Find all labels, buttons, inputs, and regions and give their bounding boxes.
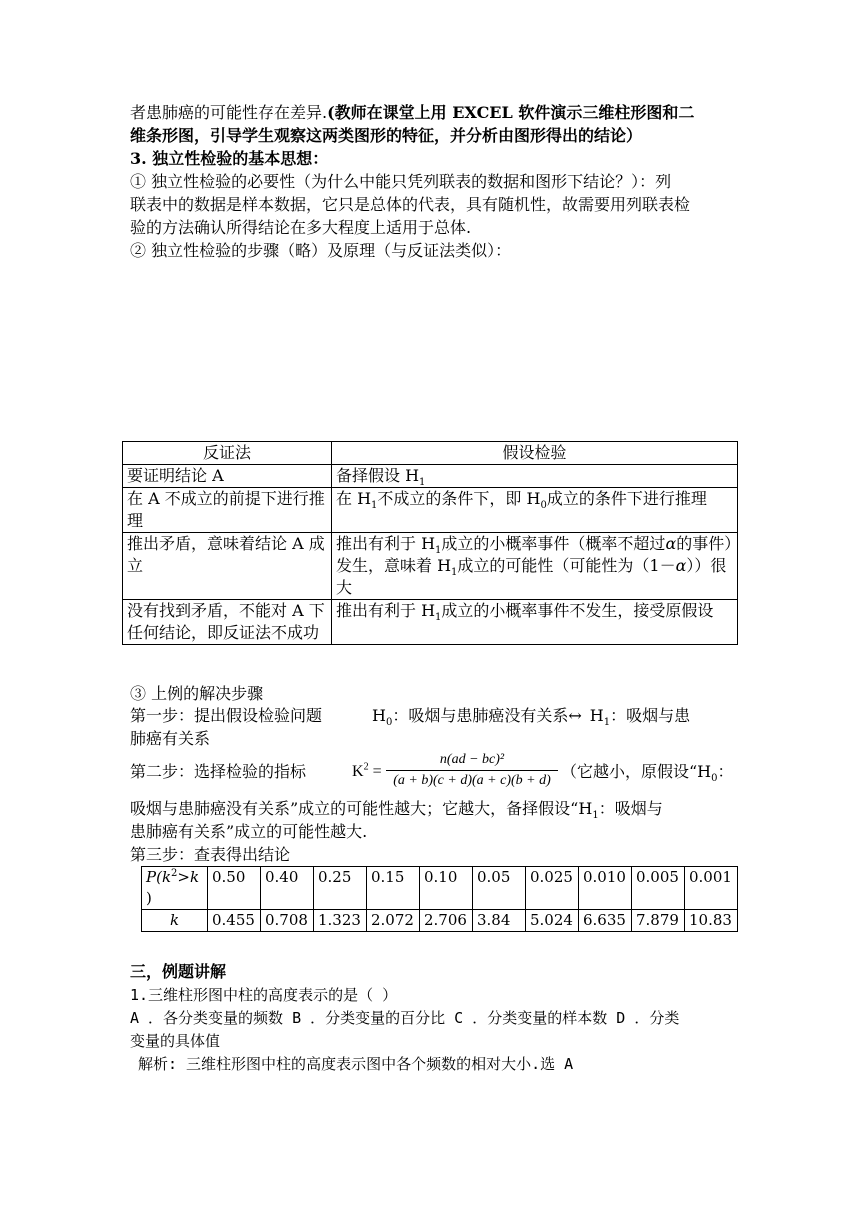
step-1-line-1 — [130, 706, 691, 729]
question-1: 1.三维柱形图中柱的高度表示的是（ ） — [130, 986, 398, 1004]
k-value-row — [142, 910, 738, 932]
table-cell-right — [332, 488, 738, 533]
p-label-text: >k — [177, 868, 200, 886]
k-letter: K — [352, 763, 364, 780]
question-1-options-line-1: A ．各分类变量的频数 B ．分类变量的百分比 C ．分类变量的样本数 D ．分类 — [130, 1009, 680, 1027]
p-value-cell: 0.010 — [579, 867, 632, 910]
cell-text: 成立的可能性（可能性为（1－ — [457, 556, 676, 575]
subscript: 1 — [451, 567, 458, 579]
equals-sign: = — [372, 763, 382, 780]
question-1-options-line-2: 变量的具体值 — [130, 1032, 221, 1050]
section-3-p2: ② 独立性检验的步骤（略）及原理（与反证法类似）： — [130, 241, 512, 260]
k-value-cell: 2.706 — [420, 910, 473, 932]
critical-values-table — [141, 866, 738, 932]
p-value-cell: 0.25 — [314, 867, 367, 910]
formula-denominator: (a + b)(c + d)(a + c)(b + d) — [393, 773, 551, 788]
p-value-row — [142, 867, 738, 910]
cell-text: 的事件）发生，意味着 H — [336, 534, 733, 575]
step-1-line-2: 肺癌有关系 — [130, 729, 211, 748]
k-value-cell: 3.84 — [473, 910, 526, 932]
step-1-text: ：吸烟与患 — [610, 706, 691, 725]
subscript: 1 — [603, 717, 611, 729]
k-squared-symbol — [352, 762, 382, 782]
table-cell-left: 推出矛盾，意味着结论 A 成立 — [123, 533, 332, 600]
k-label-cell — [142, 910, 208, 932]
cell-text: ））很大 — [336, 556, 727, 597]
k-value-cell: 7.879 — [632, 910, 685, 932]
table-cell-left: 在 A 不成立的前提下进行推理 — [123, 488, 332, 533]
cell-text: 推出有利于 H — [336, 534, 436, 553]
subscript: 0 — [540, 500, 547, 512]
step-2-text: ： — [717, 762, 734, 781]
formula-numerator: n(ad − bc)² — [439, 752, 505, 767]
k-label-text: k — [169, 911, 180, 929]
section-3-p1-line-1: ① 独立性检验的必要性（为什么中能只凭列联表的数据和图形下结论？）：列 — [130, 172, 672, 191]
section-3-p1-line-2: 联表中的数据是样本数据，它只是总体的代表，具有随机性，故需要用列联表检 — [130, 195, 691, 214]
superscript: 2 — [363, 761, 369, 773]
comparison-table — [122, 441, 738, 645]
k-value-cell: 5.024 — [526, 910, 579, 932]
subscript: 1 — [435, 545, 442, 557]
step-2-text: ：吸烟与 — [598, 799, 663, 818]
header-proof-by-contradiction: 反证法 — [123, 442, 332, 465]
subscript: 0 — [711, 773, 718, 785]
table-row — [123, 465, 738, 488]
cell-text: 在 H — [336, 489, 372, 508]
step-2-text: 吸烟与患肺癌没有关系”成立的可能性越大；它越大，备择假设“H — [130, 799, 593, 818]
table-cell-left: 没有找到矛盾，不能对 A 下任何结论，即反证法不成功 — [123, 600, 332, 645]
p-label-cell — [142, 867, 208, 910]
cell-text: 推出有利于 H — [336, 601, 436, 620]
p-value-cell: 0.15 — [367, 867, 420, 910]
table-cell-right — [332, 465, 738, 488]
p-value-cell: 0.50 — [208, 867, 261, 910]
p-value-cell: 0.005 — [632, 867, 685, 910]
cell-text: 成立的小概率事件（概率不超过 — [441, 534, 666, 553]
k-value-cell: 0.455 — [208, 910, 261, 932]
table-cell-right — [332, 533, 738, 600]
examples-heading: 三，例题讲解 — [130, 962, 227, 981]
step-2-text: （它越小，原假设“H — [561, 762, 712, 781]
table-row — [123, 533, 738, 600]
p-value-cell: 0.05 — [473, 867, 526, 910]
header-hypothesis-test: 假设检验 — [332, 442, 738, 465]
p-value-cell: 0.40 — [261, 867, 314, 910]
intro-line-1 — [130, 103, 694, 123]
steps-heading: ③ 上例的解决步骤 — [130, 684, 264, 703]
table-header-row — [123, 442, 738, 465]
k-value-cell: 10.83 — [685, 910, 738, 932]
p-value-cell: 0.025 — [526, 867, 579, 910]
step-3: 第三步：查表得出结论 — [130, 845, 291, 864]
k-value-cell: 1.323 — [314, 910, 367, 932]
h1-symbol: H — [589, 706, 604, 725]
table-cell-left: 要证明结论 A — [123, 465, 332, 488]
alpha-symbol: α — [665, 534, 677, 553]
p-label-text: ) — [146, 889, 152, 907]
step-2-label: 第二步：选择检验的指标 — [130, 762, 307, 781]
step-2-comment — [561, 762, 734, 785]
chi-square-formula — [386, 752, 558, 789]
step-2-line-3: 患肺癌有关系”成立的可能性越大. — [130, 822, 368, 841]
section-3-p1-line-3: 验的方法确认所得结论在多大程度上适用于总体. — [130, 218, 472, 237]
alpha-symbol: α — [675, 556, 687, 575]
k-value-cell: 0.708 — [261, 910, 314, 932]
table-cell-right — [332, 600, 738, 645]
subscript: 1 — [435, 612, 442, 624]
step-2-line-2 — [130, 799, 663, 822]
p-value-cell: 0.10 — [420, 867, 473, 910]
k-value-cell: 2.072 — [367, 910, 420, 932]
cell-text: 不成立的条件下，即 H — [377, 489, 541, 508]
cell-text: 备择假设 H — [336, 466, 420, 485]
cell-text: 成立的条件下进行推理 — [546, 489, 707, 508]
h0-symbol: H — [372, 706, 386, 725]
step-1-text: 第一步：提出假设检验问题 — [130, 706, 323, 725]
intro-bold-text-1: (教师在课堂上用 EXCEL 软件演示三维柱形图和二 — [327, 103, 695, 122]
p-value-cell: 0.001 — [685, 867, 738, 910]
double-arrow-icon: ↔ — [568, 706, 582, 725]
cell-text: 成立的小概率事件不发生，接受原假设 — [441, 601, 714, 620]
subscript: 1 — [419, 477, 426, 489]
section-3-heading: 3. 独立性检验的基本思想： — [130, 149, 329, 168]
subscript: 0 — [385, 717, 393, 729]
question-1-answer: 解析: 三维柱形图中柱的高度表示图中各个频数的相对大小.选 A — [138, 1055, 574, 1073]
superscript: 2 — [171, 868, 178, 879]
table-row — [123, 600, 738, 645]
intro-plain-text: 者患肺癌的可能性存在差异. — [130, 103, 328, 122]
intro-bold-text-2: 维条形图，引导学生观察这两类图形的特征，并分析由图形得出的结论） — [130, 126, 643, 145]
p-label-text: P(k — [146, 868, 172, 886]
step-1-text: ：吸烟与患肺癌没有关系 — [392, 706, 569, 725]
k-value-cell: 6.635 — [579, 910, 632, 932]
subscript: 1 — [592, 810, 599, 822]
subscript: 1 — [371, 500, 378, 512]
table-row — [123, 488, 738, 533]
